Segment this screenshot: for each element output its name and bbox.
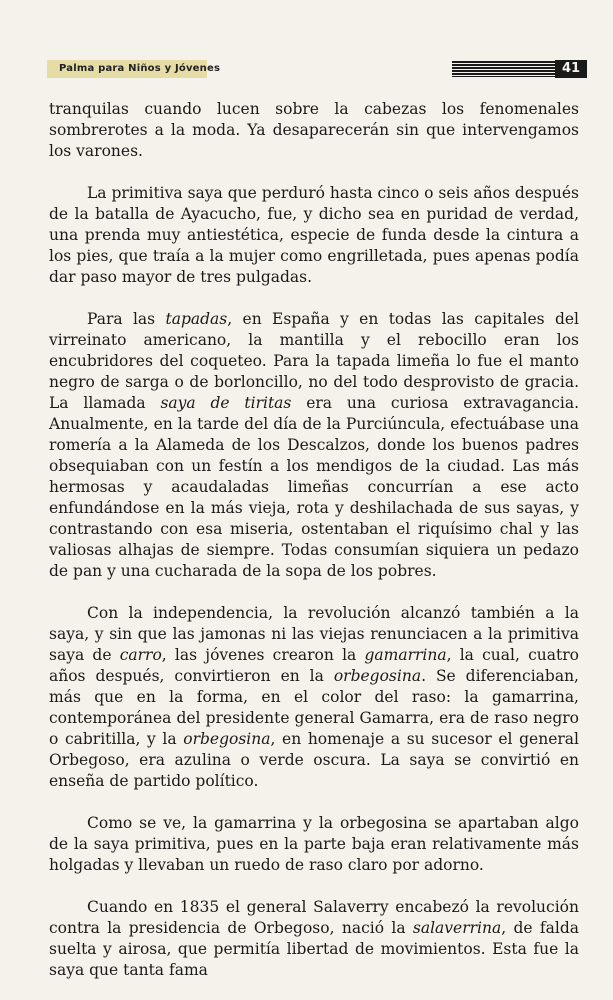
paragraph xyxy=(49,309,579,582)
text-run: Con la independencia, la revolución alcanzó también a la saya, y sin que las jamonas ni las viejas renunciacen a la primitiva saya de xyxy=(49,604,579,664)
text-run: tranquilas cuando lucen sobre la cabezas los fenomenales sombrerotes a la moda. Ya desaparecerán sin que intervengamos los varones. xyxy=(49,100,579,160)
body-text xyxy=(49,99,579,981)
running-title: Palma para Niños y Jóvenes xyxy=(59,63,221,74)
text-run: , en España y en todas las capitales del virreinato americano, la mantilla y el rebocillo eran los encubridores del coqueteo. Para la tapada limeña lo fue el manto negro de sarga o de borloncillo, no del todo desprovisto de gracia. La llamada xyxy=(49,310,579,412)
header-title-box xyxy=(47,60,221,78)
italic-term: orbegosina xyxy=(333,667,422,685)
text-run: La primitiva saya que perduró hasta cinco o seis años después de la batalla de Ayacucho, fue, y dicho sea en puridad de verdad, una prenda muy antiestética, especie de funda desde la cintura a los pies, que traía a la mujer como engrilletada, pues apenas podía dar paso mayor de tres pulgadas. xyxy=(49,184,579,286)
text-run: , de falda suelta y airosa, que permitía libertad de movimientos. Esta fue la saya que tanta fama xyxy=(49,919,579,979)
paragraph-gap xyxy=(49,876,579,897)
paragraph-gap xyxy=(49,792,579,813)
paragraph xyxy=(49,813,579,876)
text-run: era una curiosa extravagancia. Anualmente, en la tarde del día de la Purciúncula, efectuábase una romería a la Alameda de los Descalzos, donde los buenos padres obsequiaban con un festín a los mendigos de la ciudad. Las más hermosas y acaudaladas limeñas concurrían a ese acto enfundándose en la más vieja, rota y deshilachada de sus sayas, y contrastando con esa miseria, ostentaban el riquísimo chal y las valiosas alhajas de siempre. Todas consumían siquiera un pedazo de pan y una cucharada de la sopa de los pobres. xyxy=(49,394,579,580)
italic-term: tapadas xyxy=(165,310,228,328)
paragraph-gap xyxy=(49,582,579,603)
italic-term: saya de tiritas xyxy=(160,394,292,412)
paragraph xyxy=(49,897,579,981)
text-run: , en homenaje a su sucesor el general Orbegoso, era azulina o verde oscura. La saya se convirtió en enseña de partido político. xyxy=(49,730,579,790)
italic-term: carro xyxy=(119,646,162,664)
text-run: , las jóvenes crearon la xyxy=(161,646,365,664)
text-run: , la cual, cuatro años después, convirtieron en la xyxy=(49,646,579,685)
italic-term: orbegosina xyxy=(183,730,271,748)
paragraph xyxy=(49,99,579,162)
italic-term: salaverrina xyxy=(412,919,502,937)
paragraph xyxy=(49,183,579,288)
page-number-box xyxy=(555,60,587,78)
page-number: 41 xyxy=(561,61,581,76)
italic-term: gamarrina xyxy=(364,646,447,664)
text-run: Cuando en 1835 el general Salaverry encabezó la revolución contra la presidencia de Orbegoso, nació la xyxy=(49,898,579,937)
running-header xyxy=(47,60,587,80)
paragraph-gap xyxy=(49,162,579,183)
paragraph-gap xyxy=(49,288,579,309)
paragraph xyxy=(49,603,579,792)
text-run: Para las xyxy=(87,310,166,328)
text-run: Como se ve, la gamarrina y la orbegosina se apartaban algo de la saya primitiva, pues en la parte baja eran relativamente más holgadas y llevaban un ruedo de raso claro por adorno. xyxy=(49,814,579,874)
text-run: . Se diferenciaban, más que en la forma, en el color del raso: la gamarrina, contemporánea del presidente general Gamarra, era de raso negro o cabritilla, y la xyxy=(49,667,579,748)
